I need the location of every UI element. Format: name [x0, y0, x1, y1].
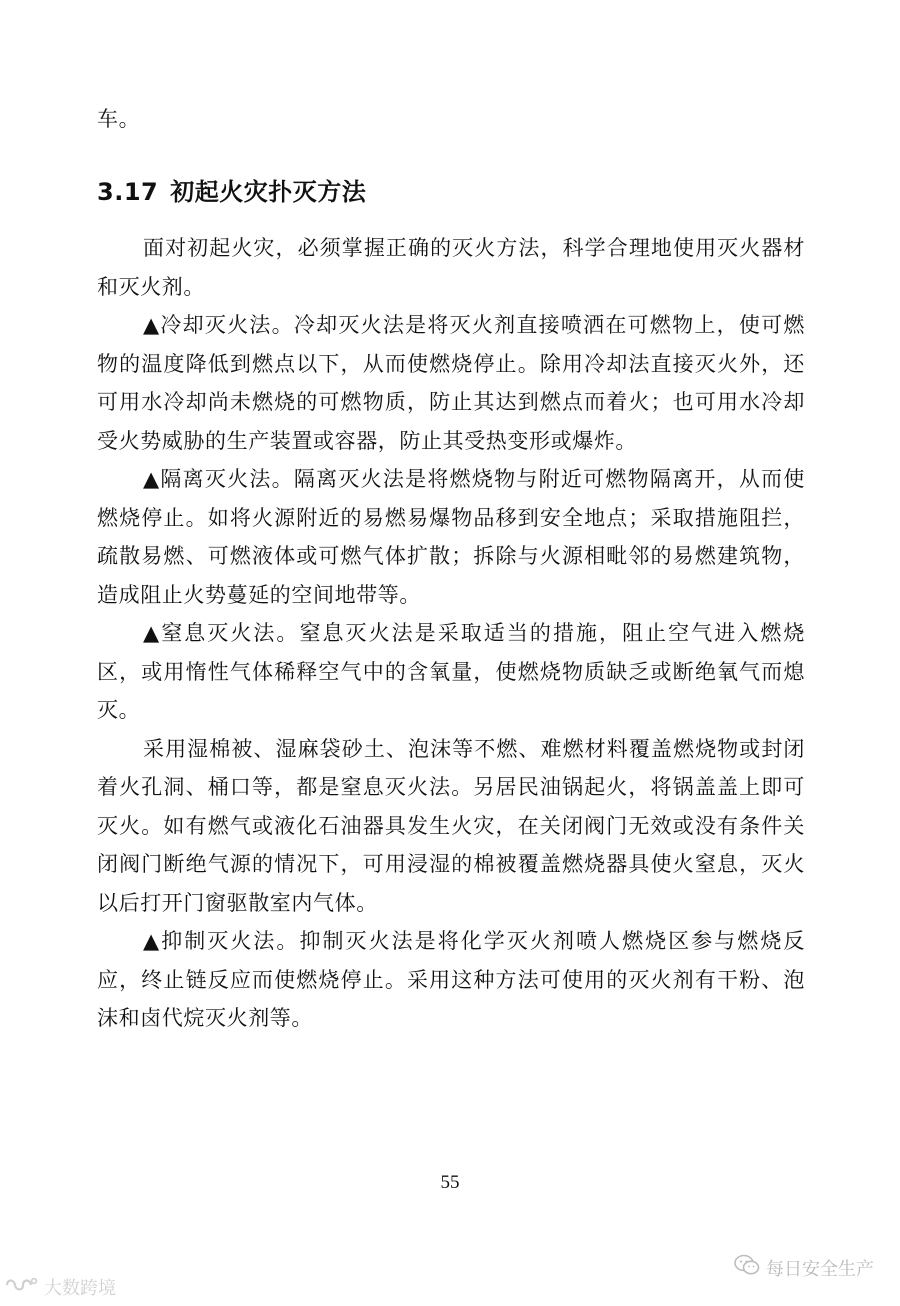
lead-text: 车。	[97, 107, 141, 131]
paragraph-smothering-examples: 采用湿棉被、湿麻袋砂土、泡沫等不燃、难燃材料覆盖燃烧物或封闭着火孔洞、桶口等，都是窒息灭火法。另居民油锅起火，将锅盖盖上即可灭火。如有燃气或液化石油器具发生火灾，在关闭阀门无效或没有条件关闭阀门断绝气源的情况下，可用浸湿的棉被覆盖燃烧器具使火窒息，灭火以后打开门窗驱散室内气体。	[97, 736, 805, 915]
wechat-icon	[734, 1254, 760, 1281]
watermark-left	[4, 1274, 116, 1300]
page-number: 55	[440, 1172, 460, 1193]
paragraph-cooling: ▲冷却灭火法。冷却灭火法是将灭火剂直接喷洒在可燃物上，使可燃物的温度降低到燃点以下，从而使燃烧停止。除用冷却法直接灭火外，还可用水冷却尚未燃烧的可燃物质，防止其达到燃点而着火；也可用水冷却受火势威胁的生产装置或容器，防止其受热变形或爆炸。	[97, 313, 805, 453]
paragraph-smothering: ▲窒息灭火法。窒息灭火法是采取适当的措施，阻止空气进入燃烧区，或用惰性气体稀释空气中的含氧量，使燃烧物质缺乏或断绝氧气而熄灭。	[97, 621, 805, 722]
paragraph-isolation: ▲隔离灭火法。隔离灭火法是将燃烧物与附近可燃物隔离开，从而使燃烧停止。如将火源附近的易燃易爆物品移到安全地点；采取措施阻拦，疏散易燃、可燃液体或可燃气体扩散；拆除与火源相毗邻的易燃建筑物，造成阻止火势蔓延的空间地带等。	[97, 467, 805, 607]
section-number: 3.17	[97, 178, 159, 206]
brand-logo-icon	[4, 1275, 38, 1300]
watermark-right	[734, 1254, 874, 1281]
body-text	[97, 229, 805, 1038]
paragraph-intro: 面对初起火灾，必须掌握正确的灭火方法，科学合理地使用灭火器材和灭火剂。	[97, 236, 805, 299]
section-heading	[97, 172, 366, 207]
paragraph-inhibition: ▲抑制灭火法。抑制灭火法是将化学灭火剂喷人燃烧区参与燃烧反应，终止链反应而使燃烧停止。采用这种方法可使用的灭火剂有干粉、泡沫和卤代烷灭火剂等。	[97, 929, 805, 1030]
watermark-right-text: 每日安全生产	[766, 1258, 874, 1280]
section-title: 初起火灾扑灭方法	[170, 178, 367, 206]
watermark-left-text: 大数跨境	[44, 1278, 116, 1299]
